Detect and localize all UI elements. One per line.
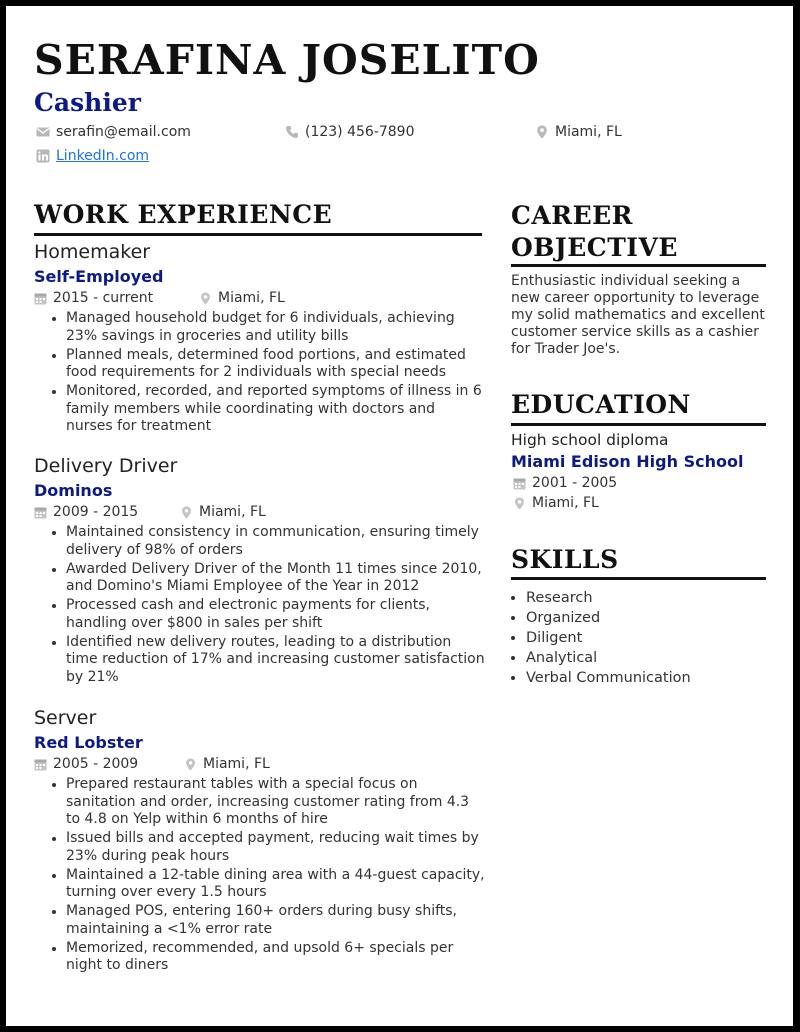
list-item: • Processed cash and electronic payments for clients, handling over $800 in sales per shift (66, 597, 486, 632)
linkedin-link[interactable]: LinkedIn.com (56, 148, 150, 164)
list-item: • Memorized, recommended, and upsold 6+ specials per night to diners (66, 940, 486, 975)
linkedin-icon (36, 149, 50, 163)
phone-icon (285, 125, 299, 139)
skills-heading: SKILLS (511, 545, 619, 574)
work-experience-heading: WORK EXPERIENCE (34, 200, 333, 229)
list-item: • Diligent (526, 628, 691, 648)
career-objective-heading (511, 200, 678, 264)
job-dates: 2015 - current (53, 290, 154, 306)
job-dates: 2005 - 2009 (53, 756, 139, 772)
career-objective-heading-line: OBJECTIVE (511, 233, 678, 262)
education-location: Miami, FL (532, 495, 599, 511)
job-location: Miami, FL (199, 504, 266, 520)
job-title: Server (34, 707, 97, 729)
map-pin-icon (535, 125, 549, 139)
education-heading: EDUCATION (511, 390, 691, 419)
candidate-title: Cashier (34, 88, 141, 117)
job-location: Miami, FL (203, 756, 270, 772)
skills-list (511, 588, 691, 688)
job-company: Red Lobster (34, 733, 143, 752)
list-item: • Verbal Communication (526, 668, 691, 688)
work-experience-divider (34, 233, 482, 236)
education-degree: High school diploma (511, 431, 669, 449)
email-text: serafin@email.com (56, 124, 191, 140)
job-title: Delivery Driver (34, 455, 178, 477)
calendar-icon (34, 506, 47, 519)
contact-location (535, 124, 622, 140)
career-objective-divider (511, 264, 766, 267)
education-school: Miami Edison High School (511, 452, 744, 471)
job-meta (34, 504, 266, 520)
job-meta (34, 756, 270, 772)
list-item: • Maintained a 12-table dining area with a 44-guest capacity, turning over every 1.5 hours (66, 867, 486, 902)
job-title: Homemaker (34, 241, 151, 263)
calendar-icon (34, 292, 47, 305)
list-item: • Research (526, 588, 691, 608)
list-item: • Monitored, recorded, and reported symptoms of illness in 6 family members while coordinating with doctors and nurses for treatment (66, 383, 484, 436)
job-company: Self-Employed (34, 267, 164, 286)
envelope-icon (36, 125, 50, 139)
job-bullets (34, 524, 486, 688)
job-location: Miami, FL (218, 290, 285, 306)
location-text: Miami, FL (555, 124, 622, 140)
contact-linkedin[interactable] (36, 148, 149, 164)
job-bullets (34, 776, 486, 976)
career-objective-heading-line: CAREER (511, 201, 633, 230)
list-item: • Analytical (526, 648, 691, 668)
list-item: • Prepared restaurant tables with a special focus on sanitation and order, increasing customer rating from 4.3 to 4.8 on Yelp within 6 months of hire (66, 776, 486, 829)
list-item: • Managed household budget for 6 individuals, achieving 23% savings in groceries and utility bills (66, 310, 484, 345)
contact-phone (285, 124, 415, 140)
education-location-row (513, 495, 599, 511)
map-pin-icon (513, 497, 526, 510)
calendar-icon (34, 758, 47, 771)
education-dates-row (513, 475, 617, 491)
education-dates: 2001 - 2005 (532, 475, 618, 491)
career-objective-text: Enthusiastic individual seeking a new career opportunity to leverage my solid mathematics and excellent customer service skills as a cashier for Trader Joe's. (511, 273, 765, 357)
list-item: • Identified new delivery routes, leading to a distribution time reduction of 17% and increasing customer satisfaction by 21% (66, 634, 486, 687)
list-item: • Issued bills and accepted payment, reducing wait times by 23% during peak hours (66, 830, 486, 865)
skills-divider (511, 577, 766, 580)
list-item: • Awarded Delivery Driver of the Month 11 times since 2010, and Domino's Miami Employee of the Year in 2012 (66, 561, 486, 596)
list-item: • Maintained consistency in communication, ensuring timely delivery of 98% of orders (66, 524, 486, 559)
job-company: Dominos (34, 481, 113, 500)
job-bullets (34, 310, 484, 437)
phone-text: (123) 456-7890 (305, 124, 415, 140)
map-pin-icon (184, 758, 197, 771)
map-pin-icon (199, 292, 212, 305)
contact-email (36, 124, 191, 140)
list-item: • Organized (526, 608, 691, 628)
map-pin-icon (180, 506, 193, 519)
education-divider (511, 423, 766, 426)
job-dates: 2009 - 2015 (53, 504, 139, 520)
job-meta (34, 290, 285, 306)
calendar-icon (513, 477, 526, 490)
candidate-name: SERAFINA JOSELITO (34, 36, 540, 84)
list-item: • Managed POS, entering 160+ orders during busy shifts, maintaining a <1% error rate (66, 903, 486, 938)
resume-page (6, 6, 793, 1026)
list-item: • Planned meals, determined food portions, and estimated food requirements for 2 individuals with special needs (66, 347, 484, 382)
